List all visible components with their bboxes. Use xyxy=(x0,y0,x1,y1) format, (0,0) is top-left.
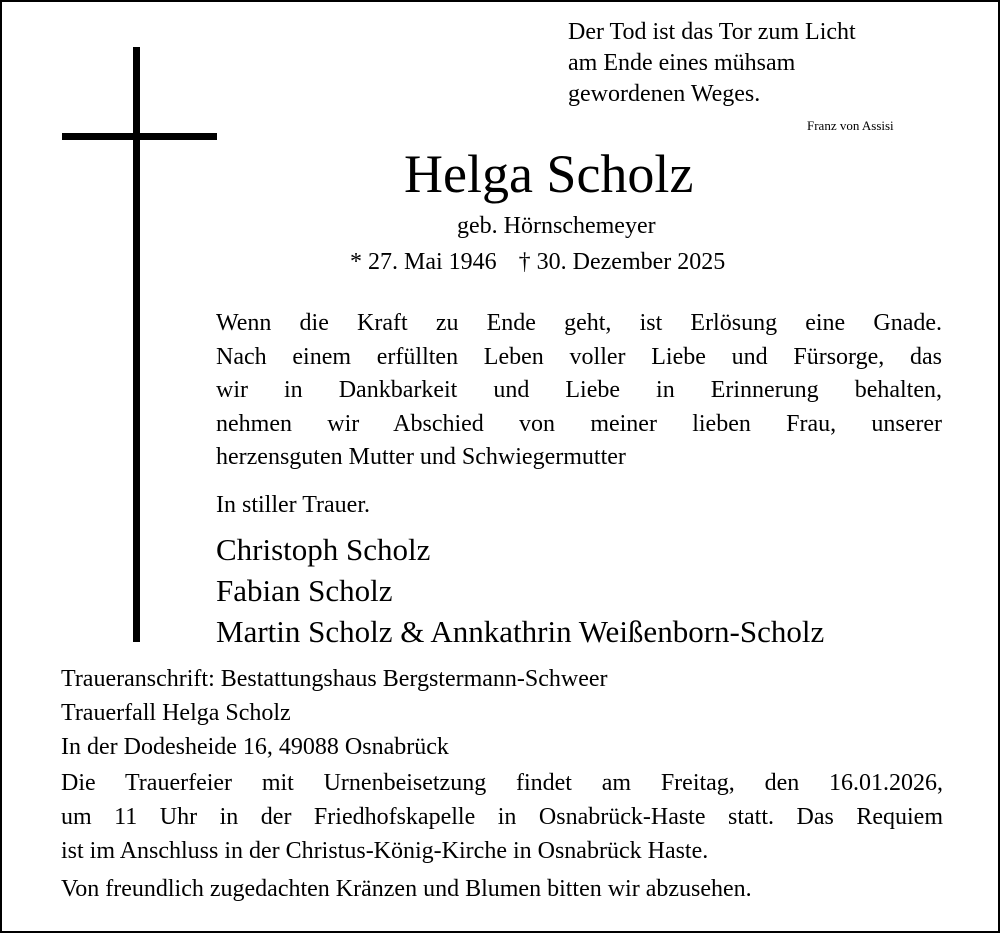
death-date: † 30. Dezember 2025 xyxy=(518,249,726,275)
cross-horizontal-bar xyxy=(62,133,217,140)
closing-note: Von freundlich zugedachten Kränzen und Blumen bitten wir abzusehen. xyxy=(61,876,752,902)
service-line: Die Trauerfeier mit Urnenbeisetzung findet am Freitag, den 16.01.2026, xyxy=(61,770,943,796)
address-line: Trauerfall Helga Scholz xyxy=(61,700,291,726)
quote-line: Der Tod ist das Tor zum Licht xyxy=(568,19,856,45)
service-line: ist im Anschluss in der Christus-König-Kirche in Osnabrück Haste. xyxy=(61,838,709,864)
quote-author: Franz von Assisi xyxy=(807,118,894,133)
deceased-name: Helga Scholz xyxy=(404,144,694,204)
message-line: wir in Dankbarkeit und Liebe in Erinnerung behalten, xyxy=(216,377,942,403)
birth-date: * 27. Mai 1946 xyxy=(350,249,497,275)
maiden-name: geb. Hörnschemeyer xyxy=(457,213,656,239)
mourner-name: Christoph Scholz xyxy=(216,532,431,567)
message-line: Wenn die Kraft zu Ende geht, ist Erlösung eine Gnade. xyxy=(216,310,942,336)
mourning-intro: In stiller Trauer. xyxy=(216,492,370,518)
mourner-list xyxy=(216,529,824,652)
mourner-name: Martin Scholz & Annkathrin Weißenborn-Scholz xyxy=(216,614,825,649)
message-line: herzensguten Mutter und Schwiegermutter xyxy=(216,444,626,470)
quote-line: am Ende eines mühsam xyxy=(568,50,796,76)
mourner-name: Fabian Scholz xyxy=(216,573,393,608)
service-details xyxy=(61,766,943,868)
message-line: Nach einem erfüllten Leben voller Liebe und Fürsorge, das xyxy=(216,343,942,370)
quote xyxy=(568,17,968,110)
service-line: um 11 Uhr in der Friedhofskapelle in Osnabrück-Haste statt. Das Requiem xyxy=(61,804,943,830)
quote-line: gewordenen Weges. xyxy=(568,81,761,107)
mourning-address xyxy=(61,662,608,764)
message-line: nehmen wir Abschied von meiner lieben Frau, unserer xyxy=(216,410,942,437)
life-dates xyxy=(350,247,725,277)
farewell-message xyxy=(216,307,942,475)
address-line: In der Dodesheide 16, 49088 Osnabrück xyxy=(61,734,449,760)
address-line: Traueranschrift: Bestattungshaus Bergstermann-Schweer xyxy=(61,666,608,692)
